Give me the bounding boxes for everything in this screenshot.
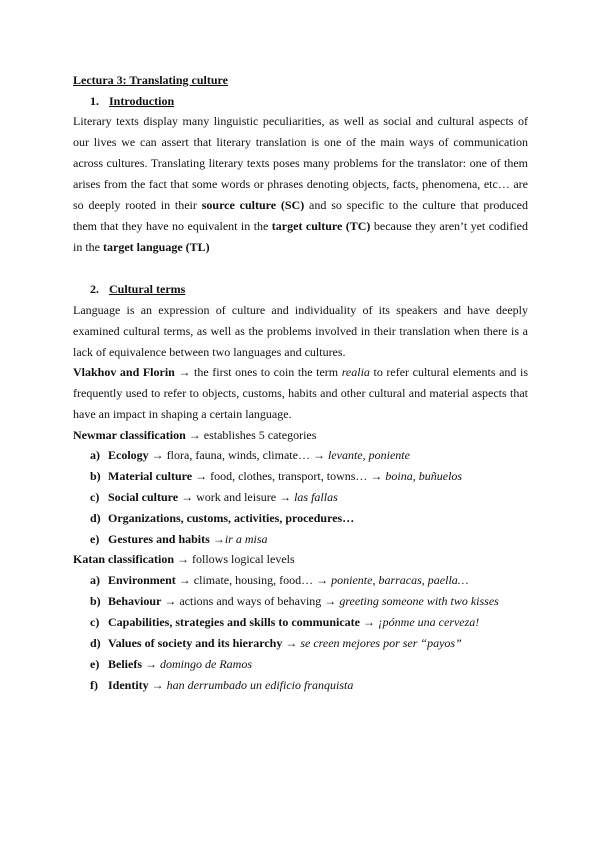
newmar-item-a: a) Ecology → flora, fauna, winds, climate… → levante, poniente (90, 448, 410, 462)
intro-line-3: across cultures. Translating literary texts poses many problems for the translator: one of them (73, 156, 528, 170)
document-title: Lectura 3: Translating culture (73, 73, 228, 87)
newmar-heading: Newmar classification → establishes 5 categories (73, 428, 317, 442)
cultural-line-3: lack of equivalence between two languages and cultures. (73, 345, 346, 359)
cultural-line-2: examined cultural terms, as well as the problems involved in their translation when there is a (73, 324, 528, 338)
cultural-line-1: Language is an expression of culture and individuality of its speakers and have deeply (73, 303, 528, 317)
intro-line-5: so deeply rooted in their source culture (SC) and so specific to the culture that produced (73, 198, 529, 212)
section-2-heading (90, 281, 185, 297)
newmar-item-b: b) Material culture → food, clothes, transport, towns… → boina, buñuelos (90, 469, 463, 483)
term-target-culture: target culture (TC) (271, 219, 371, 233)
newmar-item-c: c) Social culture → work and leisure → las fallas (90, 490, 338, 504)
katan-item-a: a) Environment → climate, housing, food… → poniente, barracas, paella… (90, 573, 469, 587)
intro-line-2: our lives we can assert that literary translation is one of the main ways of communication (73, 135, 528, 149)
katan-item-c: c) Capabilities, strategies and skills to communicate → ¡pónme una cerveza! (90, 615, 480, 629)
section-1-heading (90, 93, 174, 109)
katan-heading: Katan classification → follows logical levels (73, 552, 295, 566)
intro-line-4: arises from the fact that some words or phrases denoting objects, facts, phenomena, etc… are (73, 177, 528, 191)
term-target-language: target language (TL) (103, 240, 210, 254)
vlakhov-line-1: Vlakhov and Florin → the first ones to coin the term realia to refer cultural elements and is (73, 365, 528, 379)
section-1-number: 1. (90, 94, 99, 108)
katan-item-e: e) Beliefs → domingo de Ramos (90, 657, 252, 671)
newmar-item-e: e) Gestures and habits →ir a misa (90, 532, 268, 546)
intro-line-7: in the target language (TL) (73, 240, 210, 254)
section-2-title: Cultural terms (109, 282, 186, 296)
newmar-label: Newmar classification (73, 428, 186, 442)
term-source-culture: source culture (SC) (201, 198, 305, 212)
katan-label: Katan classification (73, 552, 174, 566)
section-2-number: 2. (90, 282, 99, 296)
intro-line-1: Literary texts display many linguistic peculiarities, as well as social and cultural aspects of (73, 114, 528, 128)
vlakhov-line-3: have an impact in shaping a certain language. (73, 407, 292, 421)
katan-item-d: d) Values of society and its hierarchy → se creen mejores por ser “payos” (90, 636, 462, 650)
realia-term: realia (341, 365, 370, 379)
newmar-item-d: d) Organizations, customs, activities, procedures… (90, 511, 355, 525)
section-1-title: Introduction (109, 94, 175, 108)
vlakhov-florin-label: Vlakhov and Florin (73, 365, 175, 379)
katan-item-b: b) Behaviour → actions and ways of behaving → greeting someone with two kisses (90, 594, 499, 608)
vlakhov-line-2: frequently used to refer to objects, customs, habits and other cultural and material aspects that (73, 386, 528, 400)
intro-line-6: them that they have no equivalent in the target culture (TC) because they aren’t yet codified (73, 219, 529, 233)
katan-item-f: f) Identity → han derrumbado un edificio franquista (90, 678, 354, 692)
